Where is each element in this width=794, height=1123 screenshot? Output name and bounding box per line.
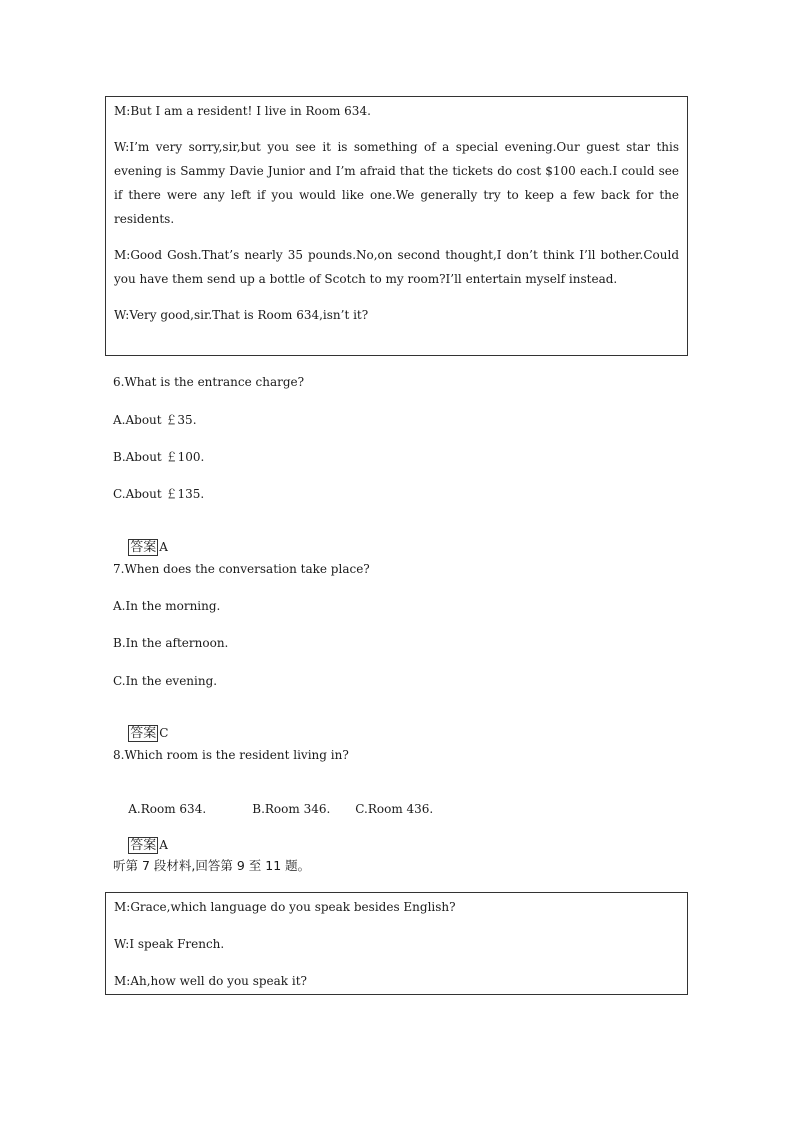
answer-label: 答案 (130, 726, 157, 741)
dialogue-line: W:Very good,sir.That is Room 634,isn’t it? (114, 308, 369, 322)
answer-label: 答案 (130, 540, 157, 555)
option-8c: C.Room 436. (355, 802, 434, 816)
option-8b: B.Room 346. (252, 802, 331, 816)
question-8: 8.Which room is the resident living in? (113, 748, 349, 762)
option-7c: C.In the evening. (113, 674, 218, 688)
option-7a: A.In the morning. (113, 599, 221, 613)
answer-value: C (159, 726, 169, 740)
option-6b: B.About ￡100. (113, 450, 205, 464)
option-8a: A.Room 634. (128, 802, 207, 816)
question-6: 6.What is the entrance charge? (113, 375, 305, 389)
dialogue-line: M:But I am a resident! I live in Room 634. (114, 104, 371, 118)
dialogue-line: M:Ah,how well do you speak it? (114, 974, 307, 988)
option-6a: A.About ￡35. (113, 413, 197, 427)
answer-value: A (159, 540, 168, 554)
dialogue-line: W:I speak French. (114, 937, 225, 951)
question-7: 7.When does the conversation take place? (113, 562, 370, 576)
dialogue-line: M:Good Gosh.That’s nearly 35 pounds.No,on second thought,I don’t think I’ll bother.Could you have them send up a bottle of Scotch to my room?I’ll entertain myself instead. (114, 248, 679, 286)
option-7b: B.In the afternoon. (113, 636, 229, 650)
dialogue-line: W:I’m very sorry,sir,but you see it is something of a special evening.Our guest star this evening is Sammy Davie Junior and I’m afraid that the tickets do cost $100 each.I could see if there were any left if you would like one.We generally try to keep a few back for the residents. (114, 140, 679, 226)
dialogue-box-1 (105, 96, 688, 356)
dialogue-box-2 (105, 892, 688, 995)
answer-value: A (159, 838, 168, 852)
answer-label: 答案 (130, 838, 157, 853)
section-intro: 听第 7 段材料,回答第 9 至 11 题。 (113, 858, 311, 873)
dialogue-line: M:Grace,which language do you speak besides English? (114, 900, 456, 914)
option-6c: C.About ￡135. (113, 487, 205, 501)
